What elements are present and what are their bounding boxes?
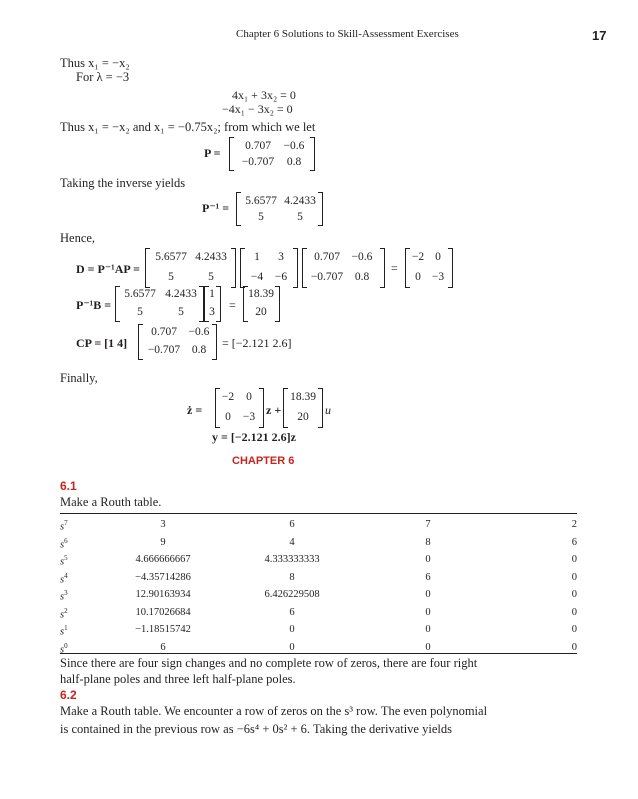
p-label: P = (204, 146, 221, 160)
routh-row-power: 2 (64, 606, 68, 615)
routh-cell: 6 (160, 641, 166, 653)
routh-row (60, 519, 577, 537)
p-right-bracket (310, 137, 315, 171)
d-m1-21: 5 (168, 271, 174, 283)
routh-row-power: 3 (64, 589, 68, 597)
routh-cell: 4.666666667 (135, 554, 191, 565)
final-a-right-bracket (259, 388, 264, 428)
pinvb-label: P⁻¹B = (76, 298, 112, 312)
d-m1-11: 5.6577 (155, 251, 187, 263)
output-equation: y = [−2.121 2.6]z (212, 430, 296, 444)
cp-m12: −0.6 (188, 326, 210, 338)
final-b2: 20 (297, 411, 309, 423)
routh-row-s: s (60, 574, 65, 585)
routh-cell: 8 (425, 536, 431, 548)
routh-cell: 0 (571, 554, 577, 565)
text-finally: Finally, (60, 371, 98, 385)
pinvb-m22: 5 (178, 306, 184, 318)
section-6-2-line-1: Make a Routh table. We encounter a row of zeros on the s³ row. The even polynomial (60, 704, 488, 718)
d-m2-12: 3 (278, 251, 284, 263)
pinv-m11: 5.6577 (245, 195, 277, 207)
section-6-1-title: 6.1 (60, 479, 77, 493)
text-for-lambda: For λ = −3 (76, 70, 130, 84)
routh-cell: 0 (425, 624, 431, 635)
text-thus-2: Thus x₁ = −x₂ and x₁ = −0.75x₂; from which we let (60, 120, 316, 134)
routh-cell: 0 (425, 641, 431, 653)
routh-row (60, 607, 577, 625)
routh-cell: 9 (160, 536, 166, 548)
routh-cell: −1.18515742 (135, 624, 191, 635)
routh-cell: 6 (289, 606, 295, 618)
zdot-label: ż = (187, 403, 203, 417)
d-res-right-bracket (448, 248, 453, 288)
final-zplus: z + (266, 403, 282, 417)
conclusion-line-2: half-plane poles and three left half-plane poles. (60, 672, 296, 686)
routh-row-label (60, 607, 68, 621)
routh-cell: 12.90163934 (135, 589, 191, 600)
d-m3-22: 0.8 (354, 271, 370, 283)
routh-row (60, 554, 577, 572)
d-m1-12: 4.2433 (195, 251, 227, 263)
d-m2-22: −6 (274, 271, 288, 283)
routh-cell: 10.17026684 (135, 606, 191, 618)
d-m3-right-bracket (380, 248, 385, 288)
routh-cell: 6 (289, 519, 295, 530)
routh-row-s: s (60, 609, 65, 620)
routh-row-power: 1 (64, 624, 68, 632)
routh-cell: 0 (571, 641, 577, 653)
final-u: u (325, 403, 331, 417)
pinv-label: P⁻¹ = (202, 201, 230, 215)
cp-m21: −0.707 (147, 344, 181, 356)
routh-row (60, 537, 577, 555)
running-header: Chapter 6 Solutions to Skill-Assessment Exercises (236, 28, 459, 40)
p-m21: −0.707 (241, 156, 275, 168)
pinvb-res-right-bracket (275, 286, 280, 322)
routh-cell: −4.35714286 (135, 571, 191, 583)
routh-cell: 7 (425, 519, 431, 530)
routh-cell: 6.426229508 (264, 589, 320, 600)
routh-cell: 6 (571, 536, 577, 548)
cp-result: = [−2.121 2.6] (222, 336, 292, 350)
routh-cell: 0 (571, 589, 577, 600)
pinv-m21: 5 (258, 211, 264, 223)
text-hence: Hence, (60, 231, 96, 245)
pinvb-res2: 20 (255, 306, 267, 318)
cp-m11: 0.707 (151, 326, 177, 338)
page-number: 17 (592, 28, 607, 43)
routh-row-label (60, 519, 68, 533)
routh-row-power: 5 (64, 554, 68, 562)
final-a11: −2 (221, 391, 235, 403)
p-m22: 0.8 (286, 156, 302, 168)
d-res-12: 0 (435, 251, 441, 263)
routh-row-s: s (60, 644, 65, 655)
final-a22: −3 (242, 411, 256, 423)
cp-label: CP = [1 4] (76, 336, 128, 350)
routh-cell: 3 (160, 519, 166, 530)
conclusion-line-1: Since there are four sign changes and no complete row of zeros, there are four right (60, 656, 478, 670)
d-res-22: −3 (431, 271, 445, 283)
d-m3-21: −0.707 (310, 271, 344, 283)
pinvb-v-right-bracket (216, 286, 221, 322)
routh-row-power: 0 (64, 641, 68, 650)
d-label: D = P⁻¹AP = (76, 262, 140, 276)
pinv-m12: 4.2433 (284, 195, 316, 207)
text-thus-1: Thus x₁ = −x₂ (60, 56, 130, 70)
routh-cell: 4.333333333 (264, 554, 320, 565)
d-equals: = (391, 261, 398, 275)
text-inverse: Taking the inverse yields (60, 176, 186, 190)
routh-row-s: s (60, 591, 65, 603)
d-res-11: −2 (411, 251, 425, 263)
routh-cell: 6 (425, 571, 431, 583)
routh-row-label (60, 589, 68, 603)
routh-row-label (60, 554, 68, 568)
routh-row-label (60, 624, 68, 638)
equation-1: 4x₁ + 3x₂ = 0 (232, 88, 296, 102)
cp-m-right-bracket (212, 324, 217, 360)
pinv-m22: 5 (297, 211, 303, 223)
d-res-21: 0 (415, 271, 421, 283)
pinvb-res1: 18.39 (248, 288, 274, 300)
routh-row-s: s (60, 556, 65, 568)
routh-cell: 0 (425, 589, 431, 600)
routh-row (60, 589, 577, 607)
equation-2: −4x₁ − 3x₂ = 0 (222, 102, 293, 116)
routh-row-label (60, 572, 68, 586)
routh-cell: 0 (571, 624, 577, 635)
routh-row-s: s (60, 521, 65, 533)
d-m1-22: 5 (208, 271, 214, 283)
d-m3-11: 0.707 (314, 251, 340, 263)
routh-row-s: s (60, 539, 65, 550)
p-left-bracket (229, 137, 234, 171)
pinvb-v2: 3 (209, 306, 215, 318)
final-b1: 18.39 (290, 391, 316, 403)
pinvb-m21: 5 (137, 306, 143, 318)
routh-cell: 4 (289, 536, 295, 548)
d-m1-right-bracket (231, 248, 236, 288)
routh-cell: 0 (425, 606, 431, 618)
pinvb-m12: 4.2433 (165, 288, 197, 300)
d-m2-right-bracket (293, 248, 298, 288)
section-6-2-title: 6.2 (60, 688, 77, 702)
routh-row-power: 4 (64, 571, 68, 580)
routh-row-power: 6 (64, 536, 68, 545)
table-top-rule (60, 513, 577, 514)
d-m2-21: −4 (250, 271, 264, 283)
routh-cell: 0 (571, 571, 577, 583)
section-6-2-line-2: is contained in the previous row as −6s⁴ + 0s² + 6. Taking the derivative yields (60, 722, 452, 736)
routh-cell: 0 (425, 554, 431, 565)
pinvb-equals: = (229, 298, 236, 312)
d-m2-11: 1 (254, 251, 260, 263)
pinv-right-bracket (318, 192, 323, 226)
p-m11: 0.707 (245, 140, 271, 152)
d-m3-12: −0.6 (351, 251, 373, 263)
routh-cell: 0 (289, 624, 295, 635)
section-6-1-text: Make a Routh table. (60, 495, 162, 509)
final-a12: 0 (246, 391, 252, 403)
routh-row (60, 572, 577, 590)
routh-cell: 0 (571, 606, 577, 618)
routh-cell: 8 (289, 571, 295, 583)
routh-row-power: 7 (64, 519, 68, 527)
final-a21: 0 (225, 411, 231, 423)
final-b-right-bracket (318, 388, 323, 428)
chapter-heading: CHAPTER 6 (232, 455, 295, 467)
routh-cell: 2 (571, 519, 577, 530)
routh-row-label (60, 537, 68, 551)
pinvb-m11: 5.6577 (124, 288, 156, 300)
pinvb-v1: 1 (209, 288, 215, 300)
routh-row-s: s (60, 626, 65, 638)
p-m12: −0.6 (283, 140, 305, 152)
routh-row (60, 624, 577, 642)
routh-cell: 0 (289, 641, 295, 653)
cp-m22: 0.8 (191, 344, 207, 356)
